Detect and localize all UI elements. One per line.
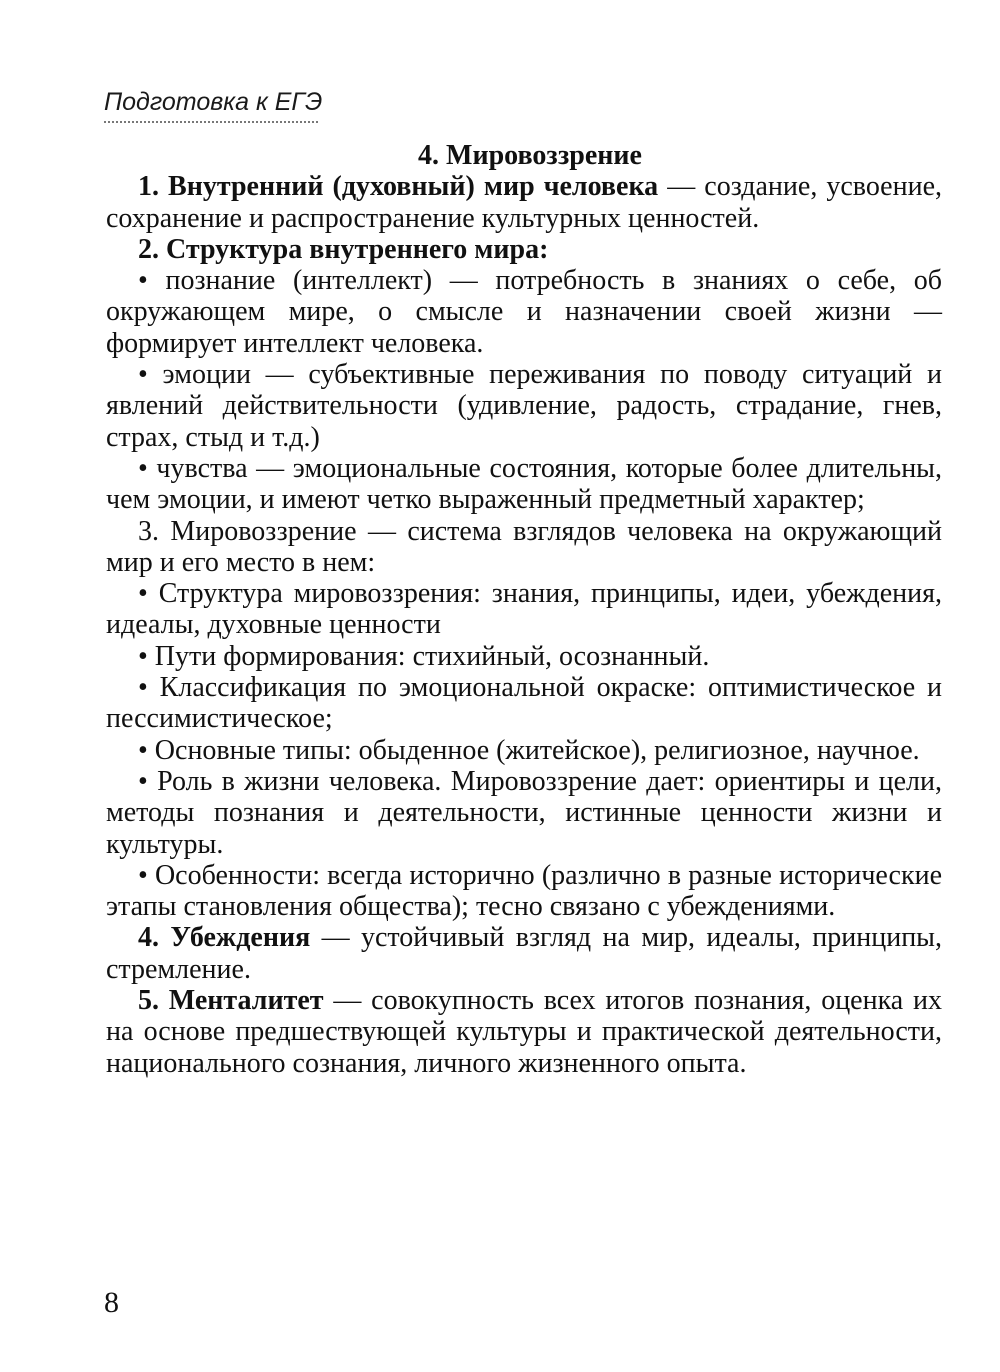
paragraph (106, 234, 942, 265)
paragraph-text: — создание, усвоение, сохранение и распространение культурных ценностей. (106, 171, 942, 234)
paragraph-text: — совокупность всех итогов познания, оценка их на основе предшествующей культуры и практической деятельности, национального сознания, личного жизненного опыта. (106, 985, 942, 1079)
paragraph (106, 453, 942, 516)
paragraph-text: — устойчивый взгляд на мир, идеалы, принципы, стремление. (106, 922, 942, 985)
paragraph (106, 922, 942, 985)
paragraph (106, 359, 942, 453)
paragraph (106, 672, 942, 735)
paragraph (106, 265, 942, 359)
paragraph-term: 4. Убеждения (138, 922, 311, 954)
running-header: Подготовка к ЕГЭ (104, 88, 323, 116)
paragraph (106, 641, 942, 672)
paragraph-text: • Особенности: всегда исторично (различно в разные исторические этапы становления общества); тесно связано с убеждениями. (106, 859, 942, 923)
paragraph-text: • Классификация по эмоциональной окраске: оптимистическое и пессимистическое; (106, 672, 942, 735)
section-title: 4. Мировоззрение (418, 140, 642, 171)
paragraph-text: • чувства — эмоциональные состояния, которые более длительны, чем эмоции, и имеют четко выраженный предметный характер; (106, 452, 942, 516)
paragraph (106, 578, 942, 641)
paragraph (106, 516, 942, 579)
paragraph (106, 171, 942, 234)
paragraph-text: • Структура мировоззрения: знания, принципы, идеи, убеждения, идеалы, духовные ценности (106, 578, 942, 641)
paragraph-text: • Основные типы: обыденное (житейское), религиозное, научное. (138, 734, 920, 766)
body-text (106, 140, 942, 1079)
paragraph-text: • Роль в жизни человека. Мировоззрение дает: ориентиры и цели, методы познания и деятельности, истинные ценности жизни и культуры. (106, 765, 942, 860)
paragraph-text: • эмоции — субъективные переживания по поводу ситуаций и явлений действительности (удивление, радость, страдание, гнев, страх, стыд и т.д.) (106, 359, 942, 453)
paragraph-term: 2. Структура внутреннего мира: (138, 233, 549, 265)
paragraph-term: 5. Менталитет (138, 985, 324, 1017)
header-divider (104, 121, 318, 123)
page-number: 8 (104, 1286, 119, 1319)
paragraph (106, 985, 942, 1079)
paragraph (106, 766, 942, 860)
paragraph (106, 860, 942, 923)
paragraph (106, 735, 942, 766)
paragraph-text: • познание (интеллект) — потребность в знаниях о себе, об окружающем мире, о смысле и назначении своей жизни — формирует интеллект человека. (106, 265, 942, 359)
paragraph-term: 1. Внутренний (духовный) мир человека (138, 171, 659, 203)
paragraph-text: • Пути формирования: стихийный, осознанный. (138, 640, 710, 672)
paragraph-text: 3. Мировоззрение — система взглядов человека на окружающий мир и его место в нем: (106, 515, 942, 578)
